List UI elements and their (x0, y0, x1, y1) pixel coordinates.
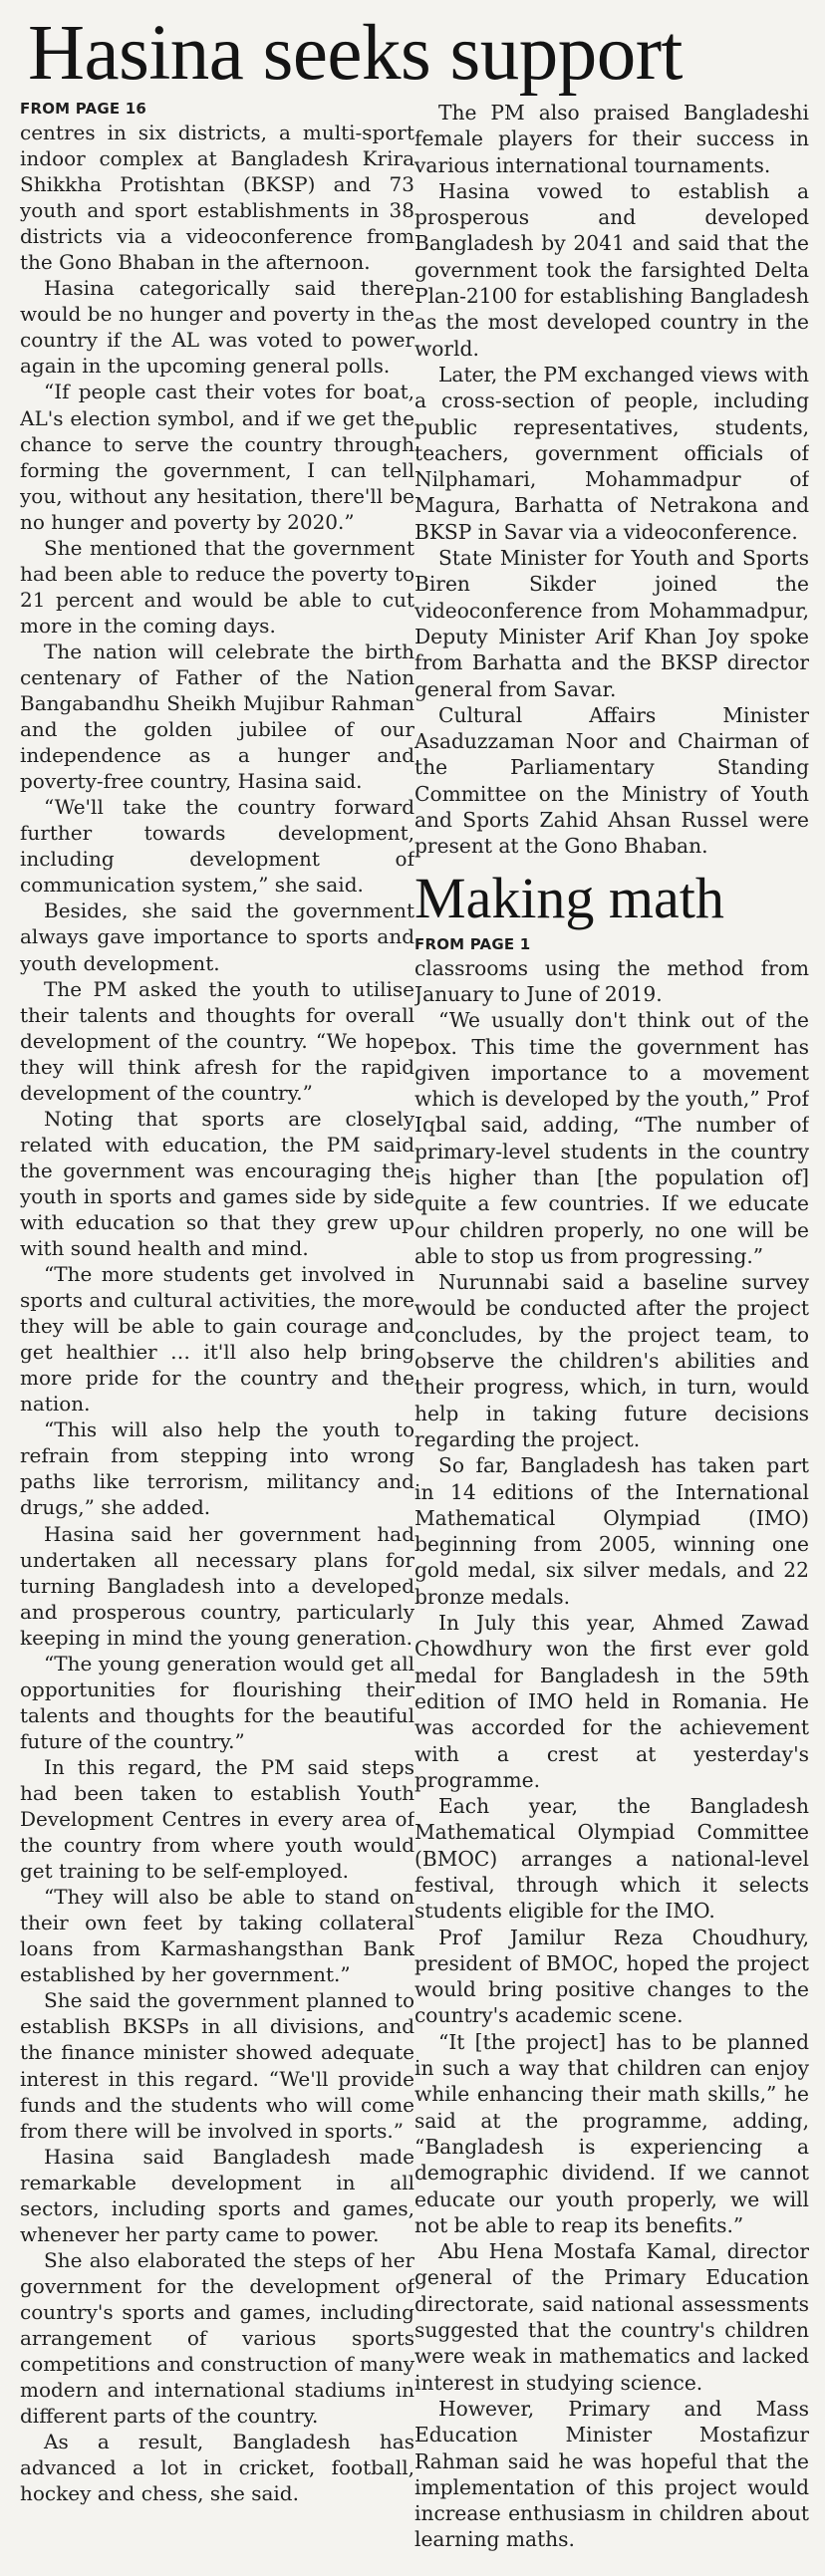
paragraph: However, Primary and Mass Education Minister Mostafizur Rahman said he was hopeful that the implementation of this project would increase enthusiasm in children about learning maths. (414, 2396, 809, 2552)
paragraph: State Minister for Youth and Sports Biren Sikder joined the videoconference from Mohammadpur, Deputy Minister Arif Khan Joy spoke from Barhatta and the BKSP director general from Savar. (414, 546, 809, 701)
article-body-hasina-left (20, 120, 414, 2506)
paragraph: Hasina categorically said there would be no hunger and poverty in the country if the AL was voted to power again in the upcoming general polls. (20, 276, 414, 379)
paragraph: Hasina said her government had undertaken all necessary plans for turning Bangladesh into a developed and prosperous country, particularly keeping in mind the young generation. (20, 1521, 414, 1650)
paragraph: The PM asked the youth to utilise their talents and thoughts for overall development of the country. “We hope they will think afresh for the rapid development of the country.” (20, 976, 414, 1105)
paragraph: “They will also be able to stand on their own feet by taking collateral loans from Karmashangsthan Bank established by her government.” (20, 1885, 414, 1987)
paragraph: Hasina said Bangladesh made remarkable development in all sectors, including sports and games, whenever her party came to power. (20, 2144, 414, 2246)
paragraph: “We'll take the country forward further towards development, including development of communication system,” she said. (20, 795, 414, 898)
paragraph: Prof Jamilur Reza Choudhury, president of BMOC, hoped the project would bring positive changes to the country's academic scene. (414, 1925, 809, 2028)
paragraph: “If people cast their votes for boat, AL's election symbol, and if we get the chance to serve the country through forming the government, I can tell you, without any hesitation, there'll be no hunger and poverty by 2020.” (20, 380, 414, 534)
paragraph: Besides, she said the government always gave importance to sports and youth development. (20, 899, 414, 975)
article-body-hasina-right (414, 100, 809, 860)
paragraph: She also elaborated the steps of her government for the development of country's sports and games, including arrangement of various sports competitions and construction of many modern and international stadiums in different parts of the country. (20, 2247, 414, 2429)
paragraph: So far, Bangladesh has taken part in 14 editions of the International Mathematical Olympiad (IMO) beginning from 2005, winning one gold medal, six silver medals, and 22 bronze medals. (414, 1453, 809, 1609)
paragraph: Cultural Affairs Minister Asaduzzaman Noor and Chairman of the Parliamentary Standing Committee on the Ministry of Youth and Sports Zahid Ahsan Russel were present at the Gono Bhaban. (414, 702, 809, 859)
paragraph: “The more students get involved in sports and cultural activities, the more they will be able to gain courage and get healthier … it'll also help bring more pride for the country and the nation. (20, 1262, 414, 1417)
left-column (20, 100, 414, 2553)
paragraph: In July this year, Ahmed Zawad Chowdhury won the first ever gold medal for Bangladesh in the 59th edition of IMO held in Romania. He was accorded for the achievement with a crest at yesterday's programme. (414, 1611, 809, 1792)
paragraph: classrooms using the method from January to June of 2019. (414, 955, 809, 1006)
paragraph: “This will also help the youth to refrain from stepping into wrong paths like terrorism, militancy and drugs,” she added. (20, 1417, 414, 1520)
paragraph: The PM also praised Bangladeshi female players for their success in various international tournaments. (414, 101, 809, 177)
article-headline-math: Making math (414, 865, 724, 930)
paragraph: She said the government planned to establish BKSPs in all divisions, and the finance minister showed adequate interest in this regard. “We'll provide funds and the students who will come from there will be involved in sports.” (20, 1988, 414, 2143)
paragraph: “The young generation would get all opportunities for flourishing their talents and thoughts for the beautiful future of the country.” (20, 1651, 414, 1753)
continuation-kicker-math: FROM PAGE 1 (414, 934, 531, 953)
article-body-math (414, 955, 809, 2553)
right-column (414, 100, 809, 2553)
paragraph: Later, the PM exchanged views with a cross-section of people, including public representatives, students, teachers, government officials of Nilphamari, Mohammadpur of Magura, Barhatta of Netrakona and BKSP in Savar via a videoconference. (414, 362, 809, 544)
article-headline-hasina: Hasina seeks support (28, 10, 683, 97)
paragraph: She mentioned that the government had been able to reduce the poverty to 21 percent and would be able to cut more in the coming days. (20, 535, 414, 638)
columns (8, 100, 817, 2553)
paragraph: As a result, Bangladesh has advanced a lot in cricket, football, hockey and chess, she said. (20, 2430, 414, 2506)
continuation-kicker: FROM PAGE 16 (20, 100, 146, 118)
paragraph: “We usually don't think out of the box. This time the government has given importance to a movement which is developed by the youth,” Prof Iqbal said, adding, “The number of primary-level students in the country is higher than [the population of] quite a few countries. If we educate our children properly, no one will be able to stop us from progressing.” (414, 1008, 809, 1268)
paragraph: Nurunnabi said a baseline survey would be conducted after the project concludes, by the project team, to observe the children's abilities and their progress, which, in turn, would help in taking future decisions regarding the project. (414, 1270, 809, 1451)
paragraph: In this regard, the PM said steps had been taken to establish Youth Development Centres in every area of the country from where youth would get training to be self-employed. (20, 1754, 414, 1884)
paragraph: Noting that sports are closely related with education, the PM said the government was encouraging the youth in sports and games side by side with education so that they grew up with sound health and mind. (20, 1106, 414, 1261)
paragraph: “It [the project] has to be planned in such a way that children can enjoy while enhancing their math skills,” he said at the programme, adding, “Bangladesh is experiencing a demographic dividend. If we cannot educate our youth properly, we will not be able to reap its benefits.” (414, 2029, 809, 2237)
paragraph: centres in six districts, a multi-sport indoor complex at Bangladesh Krira Shikkha Protishtan (BKSP) and 73 youth and sport establishments in 38 districts via a videoconference from the Gono Bhaban in the afternoon. (20, 121, 414, 275)
paragraph: Hasina vowed to establish a prosperous and developed Bangladesh by 2041 and said that the government took the farsighted Delta Plan-2100 for establishing Bangladesh as the most developed country in the world. (414, 178, 809, 361)
paragraph: The nation will celebrate the birth centenary of Father of the Nation Bangabandhu Sheikh Mujibur Rahman and the golden jubilee of our independence as a hunger and poverty-free country, Hasina said. (20, 639, 414, 794)
paragraph: Abu Hena Mostafa Kamal, director general of the Primary Education directorate, said national assessments suggested that the country's children were weak in mathematics and lacked interest in studying science. (414, 2239, 809, 2395)
paragraph: Each year, the Bangladesh Mathematical Olympiad Committee (BMOC) arranges a national-level festival, through which it selects students eligible for the IMO. (414, 1794, 809, 1924)
